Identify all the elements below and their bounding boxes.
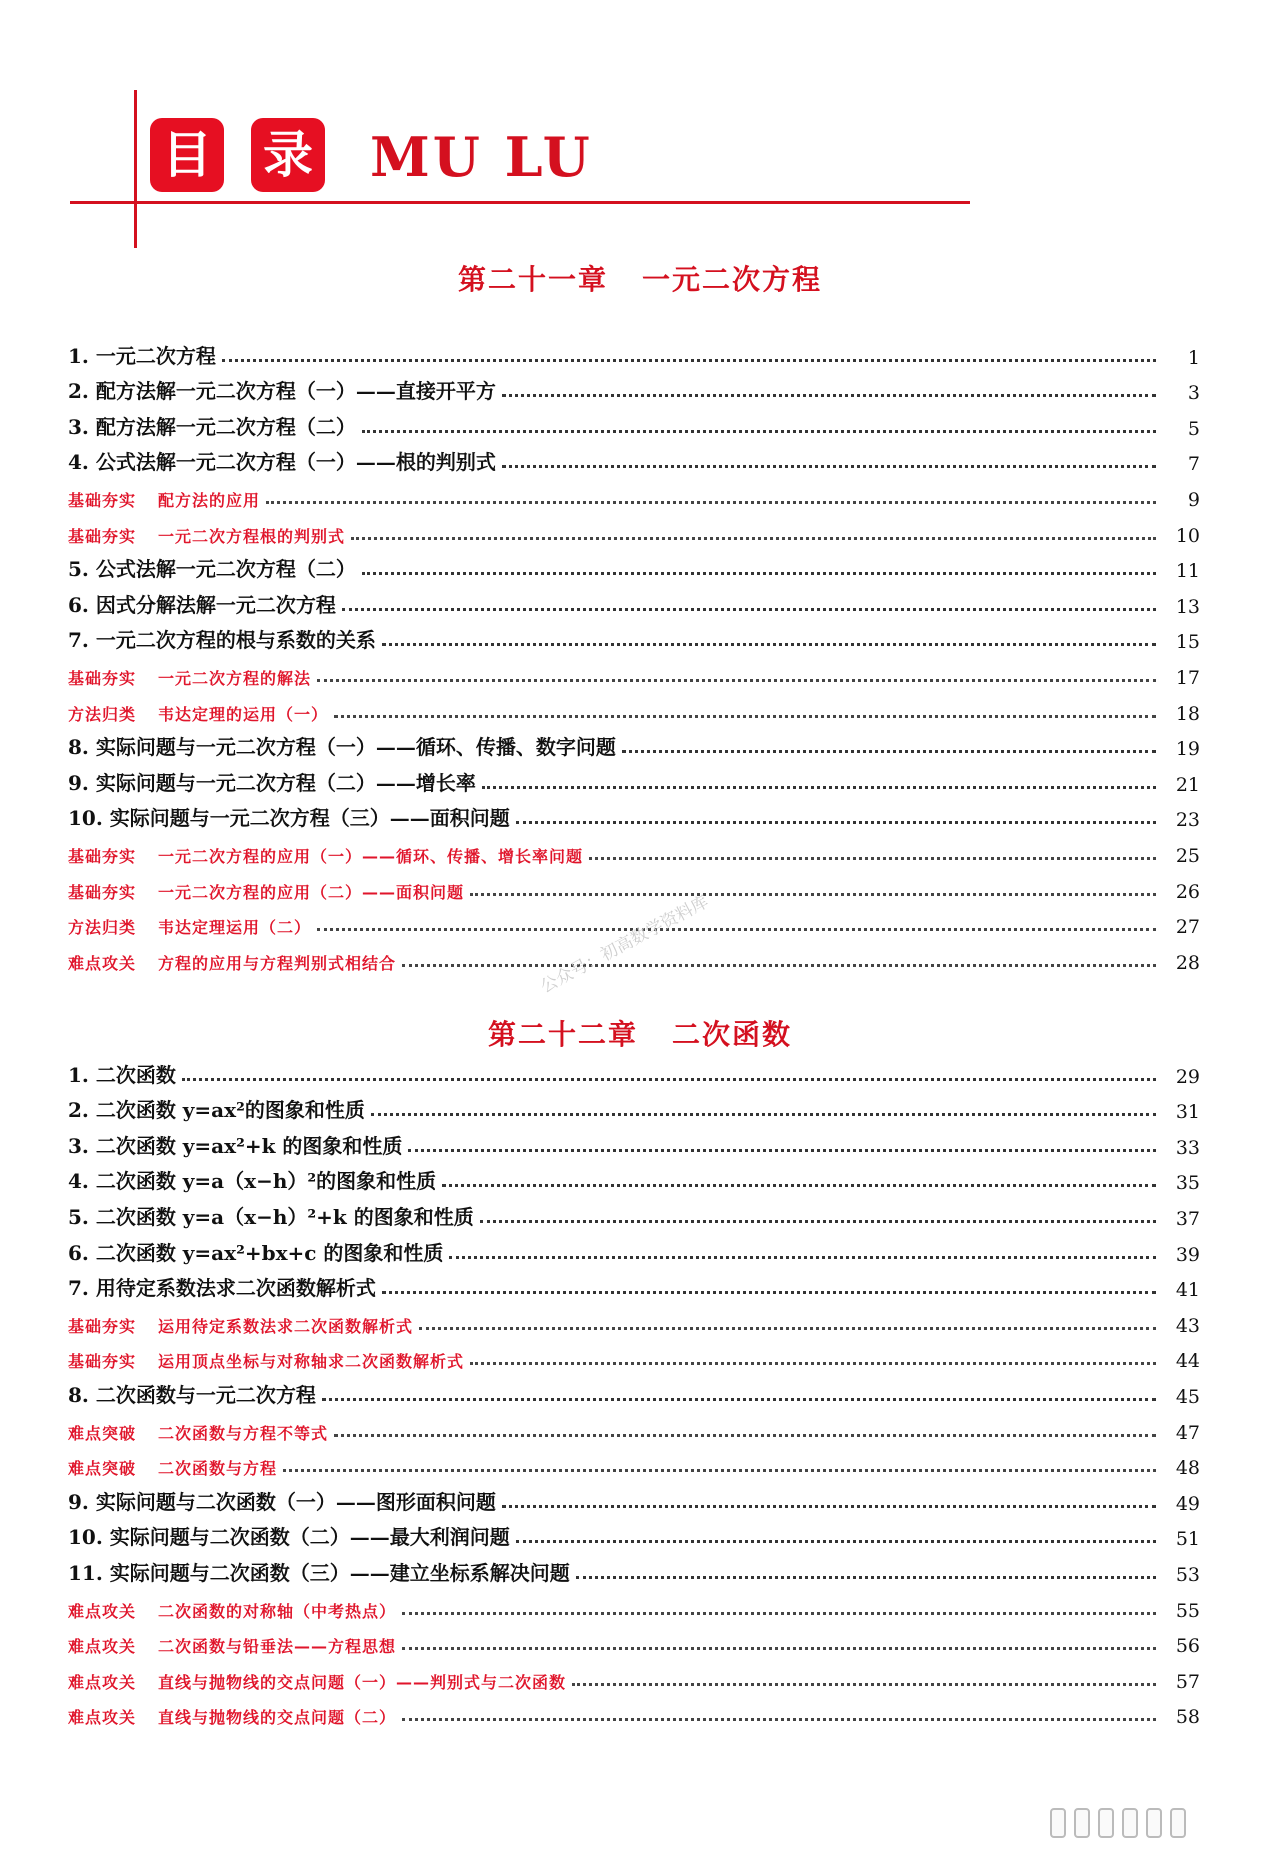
toc-leader-dots [442,1183,1156,1187]
toc-page-number: 10 [1175,524,1200,547]
chapter-21-toc [68,333,1200,974]
toc-leader-dots [589,856,1156,860]
toc-entry-label [68,524,351,547]
toc-page-number: 19 [1175,738,1200,761]
indicator-bar [1098,1808,1114,1838]
toc-page-number: 25 [1175,844,1200,867]
header-horizontal-rule [70,201,970,204]
toc-entry-label: 11. 实际问题与二次函数（三）——建立坐标系解决问题 [68,1560,570,1585]
toc-entry-label: 5. 公式法解一元二次方程（二） [68,557,356,582]
toc-entry-label [68,1349,470,1372]
toc-leader-dots [317,927,1156,931]
toc-entry-label: 10. 实际问题与二次函数（二）——最大利润问题 [68,1525,510,1550]
toc-entry[interactable] [68,333,1200,369]
toc-entry-label [68,844,589,867]
toc-entry-label: 3. 二次函数 y=ax²+k 的图象和性质 [68,1133,403,1158]
toc-leader-dots [502,393,1156,397]
toc-entry-label [68,488,266,511]
toc-page-number: 58 [1175,1706,1200,1729]
toc-entry-label [68,1314,419,1337]
toc-entry[interactable] [68,1230,1200,1266]
toc-page-number: 27 [1175,916,1200,939]
toc-entry-tag: 难点攻关 [68,953,137,973]
page-indicator [1050,1808,1186,1838]
toc-leader-dots [402,1717,1156,1721]
toc-subentry[interactable] [68,1337,1200,1373]
toc-page-number: 21 [1175,773,1200,796]
toc-leader-dots [322,1397,1156,1401]
toc-page-number: 53 [1175,1563,1200,1586]
toc-page-number: 5 [1187,417,1200,440]
toc-page-number: 51 [1175,1528,1200,1551]
toc-entry-label [68,951,402,974]
toc-subentry[interactable] [68,1657,1200,1693]
toc-leader-dots [572,1682,1156,1686]
toc-leader-dots [470,1361,1156,1365]
toc-page-number: 44 [1175,1350,1200,1373]
toc-leader-dots [362,571,1156,575]
toc-entry-label: 8. 实际问题与一元二次方程（一）——循环、传播、数字问题 [68,735,616,760]
toc-leader-dots [334,714,1156,718]
toc-entry-label [68,880,470,903]
toc-leader-dots [516,1539,1156,1543]
toc-leader-dots [371,1112,1156,1116]
toc-entry[interactable] [68,582,1200,618]
toc-page-number: 35 [1175,1172,1200,1195]
toc-entry-tag: 难点突破 [68,1459,137,1479]
toc-page-number: 39 [1175,1243,1200,1266]
toc-entry-tag: 基础夯实 [68,490,137,510]
toc-entry-label [68,1705,402,1728]
toc-entry-label: 9. 实际问题与一元二次方程（二）——增长率 [68,770,476,795]
toc-entry[interactable] [68,440,1200,476]
toc-leader-dots [342,607,1156,611]
toc-entry-label [68,1599,402,1622]
toc-entry[interactable] [68,1479,1200,1515]
toc-page-number: 15 [1175,631,1200,654]
toc-page-number: 7 [1187,453,1200,476]
toc-subentry[interactable] [68,867,1200,903]
indicator-bar [1146,1808,1162,1838]
toc-entry-label: 7. 用待定系数法求二次函数解析式 [68,1276,376,1301]
toc-entry-tag: 基础夯实 [68,846,137,866]
toc-entry-text: 二次函数与铅垂法——方程思想 [158,1637,397,1657]
toc-entry-label [68,666,317,689]
toc-entry-label: 3. 配方法解一元二次方程（二） [68,414,356,439]
toc-entry-text: 二次函数的对称轴（中考热点） [158,1601,397,1621]
toc-leader-dots [362,429,1156,433]
toc-entry-text: 二次函数与方程不等式 [158,1423,329,1443]
toc-page-number: 29 [1175,1065,1200,1088]
toc-entry-label: 6. 因式分解法解一元二次方程 [68,592,336,617]
toc-page-number: 47 [1175,1421,1200,1444]
chapter-21-heading [0,258,1280,298]
toc-page-number: 48 [1175,1457,1200,1480]
toc-entry-text: 韦达定理的运用（一） [158,704,329,724]
toc-page-number: 3 [1187,382,1200,405]
toc-entry[interactable] [68,725,1200,761]
toc-entry[interactable] [68,404,1200,440]
toc-subentry[interactable] [68,511,1200,547]
toc-entry-tag: 难点攻关 [68,1672,137,1692]
toc-page-number: 43 [1175,1314,1200,1337]
toc-entry-label [68,915,317,938]
toc-entry[interactable] [68,369,1200,405]
toc-leader-dots [351,536,1156,540]
toc-page-number: 28 [1175,951,1200,974]
toc-leader-dots [283,1468,1156,1472]
toc-entry-label: 1. 一元二次方程 [68,343,216,368]
toc-entry-tag: 基础夯实 [68,882,137,902]
toc-entry-label: 6. 二次函数 y=ax²+bx+c 的图象和性质 [68,1240,444,1265]
toc-leader-dots [382,1290,1156,1294]
toc-entry-text: 方程的应用与方程判别式相结合 [158,953,397,973]
toc-entry[interactable] [68,1515,1200,1551]
toc-page-number: 26 [1175,880,1200,903]
toc-entry-tag: 方法归类 [68,704,137,724]
toc-leader-dots [402,963,1156,967]
toc-entry-text: 运用待定系数法求二次函数解析式 [158,1316,414,1336]
toc-page-number: 33 [1175,1136,1200,1159]
toc-entry-label: 7. 一元二次方程的根与系数的关系 [68,628,376,653]
toc-entry-text: 二次函数与方程 [158,1459,278,1479]
toc-leader-dots [317,678,1156,682]
toc-entry-tag: 基础夯实 [68,1352,137,1372]
watermark: 公众号：初高数学资料库 [537,891,712,998]
indicator-bar [1074,1808,1090,1838]
toc-page-number: 45 [1175,1385,1200,1408]
toc-entry-tag: 基础夯实 [68,526,137,546]
toc-entry[interactable] [68,1550,1200,1586]
toc-entry[interactable] [68,1266,1200,1302]
toc-leader-dots [449,1255,1156,1259]
toc-entry-label: 4. 二次函数 y=a（x−h）²的图象和性质 [68,1169,437,1194]
toc-leader-dots [402,1611,1156,1615]
toc-leader-dots [622,749,1156,753]
toc-page-number: 11 [1175,560,1200,583]
toc-entry-label [68,1421,334,1444]
toc-leader-dots [470,892,1156,896]
toc-leader-dots [482,785,1156,789]
toc-subentry[interactable] [68,475,1200,511]
toc-entry-label: 5. 二次函数 y=a（x−h）²+k 的图象和性质 [68,1204,474,1229]
chapter-22-toc [68,1052,1200,1728]
toc-subentry[interactable] [68,831,1200,867]
toc-leader-dots [502,464,1156,468]
toc-page-number: 56 [1175,1635,1200,1658]
toc-entry-text: 直线与抛物线的交点问题（一）——判别式与二次函数 [158,1672,567,1692]
toc-subentry[interactable] [68,1693,1200,1729]
toc-entry-text: 一元二次方程根的判别式 [158,526,346,546]
toc-page-number: 55 [1175,1599,1200,1622]
toc-entry-text: 运用顶点坐标与对称轴求二次函数解析式 [158,1352,465,1372]
toc-entry-tag: 基础夯实 [68,1316,137,1336]
toc-entry-label [68,1670,572,1693]
toc-leader-dots [408,1148,1156,1152]
toc-entry-tag: 难点攻关 [68,1708,137,1728]
toc-entry-tag: 难点突破 [68,1423,137,1443]
indicator-bar [1050,1808,1066,1838]
indicator-bar [1122,1808,1138,1838]
title-badge-mu: 目 [150,118,224,192]
toc-leader-dots [502,1504,1156,1508]
toc-entry-tag: 难点攻关 [68,1637,137,1657]
toc-leader-dots [480,1219,1156,1223]
toc-entry[interactable] [68,760,1200,796]
toc-page-number: 18 [1175,702,1200,725]
toc-page-number: 57 [1175,1670,1200,1693]
toc-entry-label: 4. 公式法解一元二次方程（一）——根的判别式 [68,450,496,475]
toc-entry-text: 直线与抛物线的交点问题（二） [158,1708,397,1728]
toc-leader-dots [182,1077,1156,1081]
toc-entry-text: 一元二次方程的应用（二）——面积问题 [158,882,465,902]
toc-entry-label: 10. 实际问题与一元二次方程（三）——面积问题 [68,806,510,831]
toc-entry-text: 配方法的应用 [158,490,261,510]
toc-page-number: 13 [1175,595,1200,618]
chapter-title: 二次函数 [672,1018,793,1051]
toc-entry-text: 一元二次方程的应用（一）——循环、传播、增长率问题 [158,846,584,866]
toc-page-number: 1 [1187,346,1200,369]
toc-entry[interactable] [68,1194,1200,1230]
toc-page-number: 37 [1175,1207,1200,1230]
toc-leader-dots [222,358,1156,362]
toc-leader-dots [266,500,1156,504]
toc-page-number: 17 [1175,666,1200,689]
toc-entry[interactable] [68,1123,1200,1159]
toc-leader-dots [334,1433,1156,1437]
title-badge-lu: 录 [251,118,325,192]
toc-page-number: 9 [1187,488,1200,511]
toc-page-number: 49 [1175,1492,1200,1515]
toc-entry-label [68,702,334,725]
toc-entry[interactable] [68,1372,1200,1408]
toc-entry[interactable] [68,1088,1200,1124]
toc-subentry[interactable] [68,1444,1200,1480]
toc-page-number: 23 [1175,809,1200,832]
chapter-number: 第二十二章 [487,1018,638,1051]
toc-leader-dots [576,1575,1156,1579]
chapter-22-heading [0,1013,1280,1053]
toc-entry-text: 一元二次方程的解法 [158,668,312,688]
toc-page-number: 31 [1175,1101,1200,1124]
chapter-number: 第二十一章 [457,263,608,296]
toc-entry-tag: 难点攻关 [68,1601,137,1621]
toc-entry-label: 9. 实际问题与二次函数（一）——图形面积问题 [68,1489,496,1514]
toc-entry-label: 2. 二次函数 y=ax²的图象和性质 [68,1098,365,1123]
toc-page-number: 41 [1175,1279,1200,1302]
toc-entry-label [68,1456,283,1479]
toc-entry[interactable] [68,1052,1200,1088]
toc-subentry[interactable] [68,1408,1200,1444]
toc-subentry[interactable] [68,653,1200,689]
toc-subentry[interactable] [68,1586,1200,1622]
toc-entry[interactable] [68,1159,1200,1195]
toc-entry-tag: 基础夯实 [68,668,137,688]
toc-entry-tag: 方法归类 [68,918,137,938]
toc-entry[interactable] [68,547,1200,583]
toc-leader-dots [402,1646,1156,1650]
header-vertical-rule [134,90,137,248]
indicator-bar [1170,1808,1186,1838]
toc-entry-label [68,1634,402,1657]
toc-leader-dots [516,820,1156,824]
title-latin: MU LU [370,125,593,189]
toc-entry[interactable] [68,796,1200,832]
toc-entry-label: 2. 配方法解一元二次方程（一）——直接开平方 [68,379,496,404]
toc-entry[interactable] [68,618,1200,654]
chapter-title: 一元二次方程 [642,263,823,296]
toc-subentry[interactable] [68,1622,1200,1658]
toc-entry-label: 8. 二次函数与一元二次方程 [68,1382,316,1407]
toc-subentry[interactable] [68,689,1200,725]
toc-entry-label: 1. 二次函数 [68,1062,176,1087]
toc-subentry[interactable] [68,1301,1200,1337]
toc-entry-text: 韦达定理运用（二） [158,918,312,938]
toc-leader-dots [382,642,1156,646]
toc-leader-dots [419,1326,1156,1330]
